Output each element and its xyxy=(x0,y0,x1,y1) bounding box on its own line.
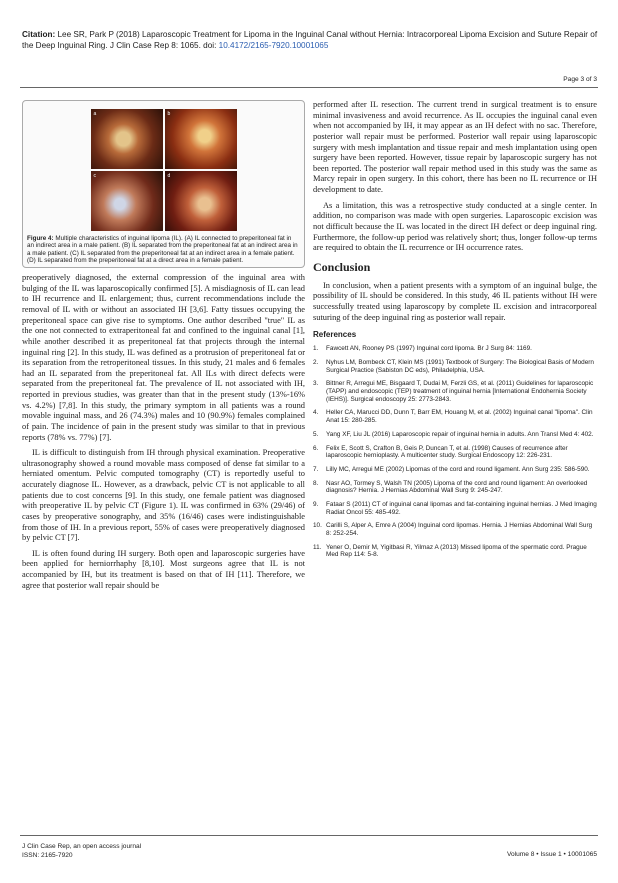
right-column xyxy=(313,100,597,565)
reference-number: 6. xyxy=(313,444,319,452)
reference-number: 4. xyxy=(313,409,319,417)
figure-panel-d xyxy=(165,171,237,231)
figure-panel-c xyxy=(91,171,163,231)
reference-item xyxy=(313,522,597,537)
figure-panel-b xyxy=(165,109,237,169)
page-number: Page 3 of 3 xyxy=(563,76,597,83)
reference-text: Nasr AO, Tormey S, Walsh TN (2005) Lipoma of the cord and round ligament: An overlooked diagnosis? Hernia. J Hernias Abdominal Wall Surg 9: 245-247. xyxy=(326,479,588,495)
reference-number: 9. xyxy=(313,501,319,509)
reference-list xyxy=(313,345,597,559)
panel-label-a: a xyxy=(93,111,97,117)
body-paragraph: preoperatively diagnosed, the external compression of the inguinal area with bulging of the IL was laparoscopically confirmed [5]. A misdiagnosis of IL can lead to IH recurrence and IL enlargement; thus, current recommendations include the removal of IL with or without an associated IH [3,6]. Fatty tissues occupying the preperitoneal space can give rise to symptoms. One author described "true" IL as the one not connected to extraperitoneal fat and confined to the inguinal canal [1], while another described it as preperitoneal fat that projects through the internal inguinal ring [2]. In this study, IL was defined as a protrusion of preperitoneal fat or its separation from the retroperitoneal tissues. In this study, 21 males and 6 females had an IL separated from the preperitoneal fat. All ILs with direct defects were separated from the preperitoneal fat. The prevalence of IL not associated with IH, reported in previous studies, was greater than that in the present study (13%-16% vs. 4.2%) [7,8]. In this study, the primary symptom in all patients was a round movable inguinal mass, and 26 (74.3%) males and 10 (90.9%) females complained of pain. The incidence of pain in the present study was similar to that in previous reports (78% vs. 77%) [7]. xyxy=(22,273,305,442)
citation-text: Lee SR, Park P (2018) Laparoscopic Treatment for Lipoma in the Inguinal Canal without Hernia: Intracorporeal Lipoma Excision and Suture Repair of the Deep Inguinal Ring. J Clin Case Rep 8: 1065. doi: xyxy=(22,30,598,50)
reference-item xyxy=(313,409,597,424)
reference-text: Bittner R, Arregui ME, Bisgaard T, Dudai M, Ferzli GS, et al. (2011) Guidelines for laparoscopic (TAPP) and endoscopic (TEP) treatment of inguinal hernia [International Endohernia Society (IEHS)]. Surgical endoscopy 25: 2773-2843. xyxy=(326,380,594,403)
footer-divider xyxy=(20,835,598,836)
reference-number: 11. xyxy=(313,543,322,551)
doi-link[interactable]: 10.4172/2165-7920.10001065 xyxy=(218,40,329,50)
body-paragraph: As a limitation, this was a retrospective study conducted at a single center. In addition, no comparison was made with open surgeries. Laparoscopic excision was not difficult because the IL was located in the direct IH defect or deep inguinal ring. Furthermore, the follow-up period was relatively short; thus, longer follow-up terms are required to obtain the IL recurrence or IH occurrence rates. xyxy=(313,200,597,253)
reference-item xyxy=(313,345,597,353)
figure-image-grid xyxy=(91,109,237,231)
panel-label-c: c xyxy=(93,173,96,179)
panel-label-d: d xyxy=(167,173,171,179)
reference-number: 3. xyxy=(313,380,319,388)
conclusion-paragraph: In conclusion, when a patient presents with a symptom of an inguinal bulge, the possibility of IL should be considered. In this study, 46 IL patients without IH were successfully treated using laparoscopy by complete IL excision and intracorporeal suturing of the deep inguinal ring as posterior wall repair. xyxy=(313,280,597,322)
reference-text: Lilly MC, Arregui ME (2002) Lipomas of the cord and round ligament. Ann Surg 235: 586-590. xyxy=(326,465,590,473)
reference-item xyxy=(313,380,597,403)
figure-4 xyxy=(22,100,305,268)
reference-item xyxy=(313,544,597,559)
reference-item xyxy=(313,359,597,374)
conclusion-heading: Conclusion xyxy=(313,259,371,274)
reference-item xyxy=(313,431,597,439)
reference-text: Yener O, Demir M, Yigitbasi R, Yilmaz A (2013) Missed lipoma of the spermatic cord. Prague Med Rep 114: 5-8. xyxy=(326,543,587,559)
reference-text: Carilli S, Alper A, Emre A (2004) Inguinal cord lipomas. Hernia. J Hernias Abdominal Wall Surg 8: 252-254. xyxy=(326,522,593,538)
figure-caption-label: Figure 4: xyxy=(27,235,54,242)
reference-number: 2. xyxy=(313,359,319,367)
figure-caption-text: Multiple characteristics of inguinal lipoma (IL). (A) IL connected to preperitoneal fat in an indirect area in a male patient. (B) IL separated from the preperitoneal fat at an indirect area in a male patient. (C) IL separated from the preperitoneal fat at an indirect area in a female patient. (D) IL separated from the preperitoneal fat at a direct area in a female patient. xyxy=(27,235,298,264)
references-heading: References xyxy=(313,330,357,340)
reference-number: 5. xyxy=(313,430,319,438)
reference-item xyxy=(313,466,597,474)
reference-text: Felix E, Scott S, Crafton B, Geis P, Duncan T, et al. (1998) Causes of recurrence after laparoscopic hernioplasty. A multicenter study. Surgical Endoscopy 12: 226-231. xyxy=(326,444,568,460)
reference-text: Fataar S (2011) CT of inguinal canal lipomas and fat-containing inguinal hernias. J Med Imaging Radiat Oncol 55: 485-492. xyxy=(326,501,597,516)
reference-number: 7. xyxy=(313,465,319,473)
footer-journal-line: J Clin Case Rep, an open access journal xyxy=(22,843,142,850)
figure-caption xyxy=(27,235,300,264)
footer-volume-issue: Volume 8 • Issue 1 • 10001065 xyxy=(506,851,597,858)
body-paragraph: IL is often found during IH surgery. Both open and laparoscopic surgeries have been applied for herniorrhaphy [8,10]. Most surgeons agree that IL is not accompanied by IH, but its treatment is based on that of IH [11]. Therefore, we agree that posterior wall repair should be xyxy=(22,548,305,590)
citation xyxy=(22,30,598,51)
figure-panel-a xyxy=(91,109,163,169)
reference-text: Yang XF, Liu JL (2016) Laparoscopic repair of inguinal hernia in adults. Ann Transl Med 4: 402. xyxy=(326,430,594,438)
reference-item xyxy=(313,445,597,460)
footer-issn: ISSN: 2165-7920 xyxy=(22,852,73,859)
panel-label-b: b xyxy=(167,111,171,117)
reference-number: 10. xyxy=(313,522,322,530)
reference-text: Fawcett AN, Rooney PS (1997) Inguinal cord lipoma. Br J Surg 84: 1169. xyxy=(326,345,532,353)
header-divider xyxy=(20,87,598,88)
reference-number: 1. xyxy=(313,345,319,353)
reference-item xyxy=(313,480,597,495)
body-paragraph: IL is difficult to distinguish from IH through physical examination. Preoperative ultrasonography showed a round movable mass composed of dense fat similar to a herniated omentum. Pelvic computed tomography (CT) is reportedly useful to accurately diagnose IL. However, as a drawback, pelvic CT is not applicable to all patients due to cost concerns [9]. In this study, one female patient was diagnosed with preoperative IL by pelvic CT (Figure 1). IL was confirmed in 63% (29/46) of cases by preoperative sonography, and 35% (16/46) cases were indistinguishable from those of IH. In a previous report, 55% of cases were preoperatively diagnosed by pelvic CT [7]. xyxy=(22,448,305,543)
reference-item xyxy=(313,501,597,516)
footer-journal-info xyxy=(22,842,141,860)
citation-label: Citation: xyxy=(22,30,56,39)
reference-text: Heller CA, Marucci DD, Dunn T, Barr EM, Houang M, et al. (2002) Inguinal canal "lipoma". Clin Anat 15: 280-285. xyxy=(326,409,593,424)
left-column xyxy=(22,100,305,596)
reference-number: 8. xyxy=(313,479,319,487)
body-paragraph: performed after IL resection. The current trend in surgical treatment is to ensure minimal invasiveness and avoid recurrence. As IL occupies the inguinal canal even when not accompanied by IH, it may appear as an IH defect with no sac. Therefore, posterior wall repair must be performed. Posterior wall repair using laparoscopic surgery with mesh implantation and tissue repair and mesh implantation using open surgery have been reported. However, tissue repair by laparoscopic surgery has not been reported. The posterior wall repair method used in this study was the same as Marcy repair in open surgery. In this cohort, there has been no IL recurrence or IH development to date. xyxy=(313,100,597,194)
reference-text: Nyhus LM, Bombeck CT, Klein MS (1991) Textbook of Surgery: The Biological Basis of Modern Surgical Practice (Sabiston DC eds), Philadelphia, USA. xyxy=(326,359,594,374)
